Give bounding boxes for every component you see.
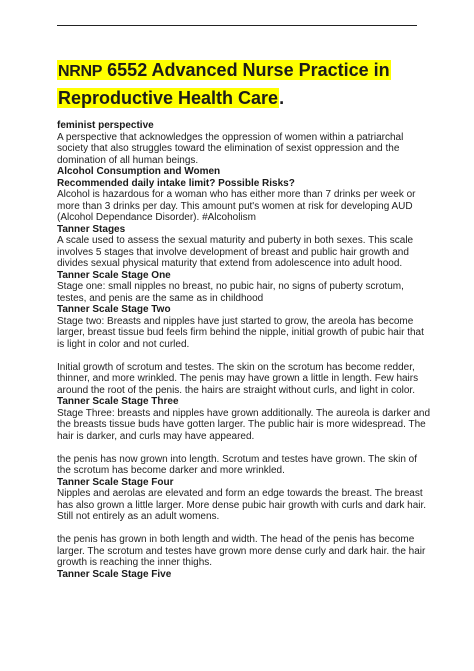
document-body [57, 120, 431, 580]
title-text: 6552 Advanced Nurse Practice in Reproductive Health Care [58, 60, 390, 108]
entry-answer: A perspective that acknowledges the oppression of women within a patriarchal society that also struggles toward the elimination of sexist oppression and the domination of all human beings. [57, 131, 404, 166]
entry-answer: A scale used to assess the sexual maturity and puberty in both sexes. This scale involves 5 stages that involve development of breast and public hair growth and divides sexual physical maturity that extend from adolescence into adult hood. [57, 235, 414, 269]
entry-tanner-stages [57, 224, 431, 270]
paragraph-gap [57, 350, 431, 362]
title-course-code: NRNP [58, 63, 103, 80]
entry-question: Tanner Stages [57, 223, 126, 235]
entry-question: Tanner Scale Stage Three [57, 396, 179, 407]
entry-answer-continued: Initial growth of scrotum and testes. The skin on the scrotum has become redder, thinner, and more wrinkled. The penis may have grown a little in length. Few hairs around the root of the penis. the hairs are straight without curls, and light in color. [57, 361, 419, 396]
entry-question: feminist perspective [57, 120, 154, 131]
entry-answer: Stage Three: breasts and nipples have grown additionally. The aureola is darker and the breasts tissue buds have gotten larger. The public hair is more widespread. The hair is darker, and curls may have appeared. [57, 407, 431, 442]
entry-alcohol-consumption [57, 166, 431, 224]
entry-question: Tanner Scale Stage One [57, 269, 171, 281]
entry-question: Alcohol Consumption and Women Recommended daily intake limit? Possible Risks? [57, 166, 295, 189]
title-period: . [279, 88, 285, 108]
entry-answer: Nipples and aerolas are elevated and form an edge towards the breast. The breast has also grown a little larger. More dense pubic hair growth with curls and dark hair. Still not entirely as an adult womens. [57, 488, 427, 522]
entry-answer: Stage two: Breasts and nipples have just started to grow, the areola has become larger, breast tissue bud feels firm behind the nipple, initial growth of pubic hair that is light in color and not curled. [57, 315, 424, 350]
entry-tanner-stage-four [57, 477, 431, 569]
entry-question: Tanner Scale Stage Four [57, 476, 174, 488]
entry-tanner-stage-five [57, 569, 431, 581]
title-highlight [57, 60, 391, 108]
paragraph-gap [57, 523, 431, 535]
document-title [57, 57, 419, 111]
entry-answer: Alcohol is hazardous for a woman who has either more than 7 drinks per week or more than 3 drinks per day. This amount put's women at risk for developing AUD (Alcohol Dependance Disorder). #Alcoholism [57, 189, 416, 223]
paragraph-gap [57, 442, 431, 454]
entry-feminist-perspective [57, 120, 431, 166]
top-rule [57, 25, 417, 26]
entry-answer-continued: the penis has now grown into length. Scrotum and testes have grown. The skin of the scrotum has become darker and more wrinkled. [57, 453, 418, 476]
entry-question: Tanner Scale Stage Two [57, 304, 171, 315]
entry-tanner-stage-one [57, 270, 431, 305]
entry-tanner-stage-two [57, 304, 431, 396]
entry-answer-continued: the penis has grown in both length and width. The head of the penis has become larger. The scrotum and testes have grown more dense curly and dark hair. the hair growth is reaching the inner thighs. [57, 534, 426, 568]
entry-answer: Stage one: small nipples no breast, no pubic hair, no signs of puberty scrotum, testes, and penis are the same as in childhood [57, 281, 404, 304]
entry-question: Tanner Scale Stage Five [57, 568, 172, 580]
entry-tanner-stage-three [57, 396, 431, 477]
